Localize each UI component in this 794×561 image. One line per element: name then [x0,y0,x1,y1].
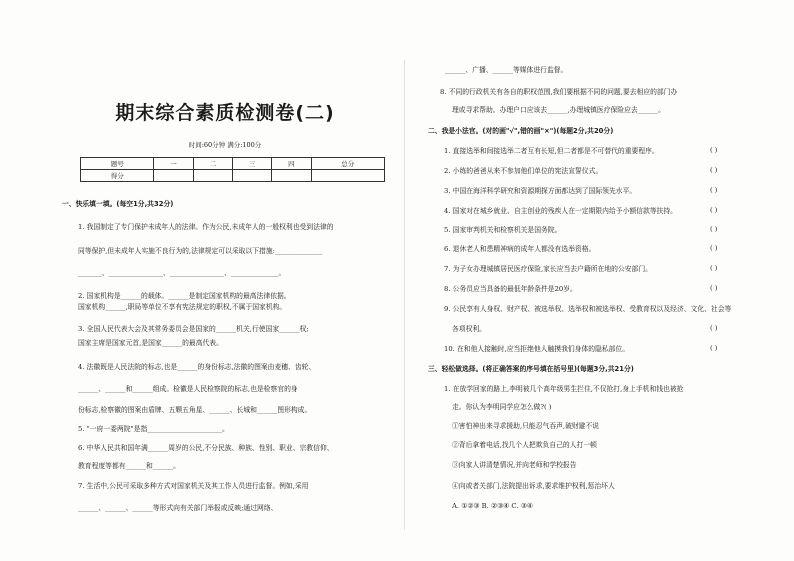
question-line: 8. 不同的行政机关有各自的职权范围,我们要根据不同的问题,要去相应的部门办 [440,88,678,96]
score-table-score-row [81,170,385,182]
answer-paren[interactable]: ( ) [710,186,718,194]
question-line: 9. 公民享有人身权、财产权、被选举权、选举权和被选举权、受教育权以及经济、文化、社会等 [444,305,732,313]
question-line: 3. 中国在海洋科学研究和资源期探方面都达到了国际领先水平。 [444,187,637,195]
question-line: ______、广播、______等媒体进行监督。 [445,66,568,74]
score-table-header-row [81,158,385,170]
question-line: 1. 直接选举和间接选举二者互有长短,但二者都是不可替代的重要程序。 [444,147,659,155]
score-cell[interactable] [272,170,311,182]
question-line: 5. "一府一委两院"是指______________________。 [78,425,229,433]
answer-paren[interactable]: ( ) [710,264,718,272]
question-line: 6. 中华人民共和国年满______周岁的公民,不分民族、种族、性别、职业、宗教信仰、 [78,444,334,452]
answer-paren[interactable]: ( ) [710,324,718,332]
column-divider [404,60,405,530]
question-line: ______、______和______组成。检徽是人民检察院的标志,也是检察官的身 [78,385,298,393]
option-line: ④向或者关部门,法院提出诉求,要求维护权利,惩治坏人 [452,482,615,490]
score-cell: 三 [232,158,271,170]
answer-paren[interactable]: ( ) [710,225,718,233]
exam-meta: 时间:60分钟 满分:100分 [188,141,262,149]
option-line: ③向家人讲清楚情况,并向老师和学校报告 [452,461,577,469]
question-line: 4. 法徽既是人民法院的标志,也是______的身份标志,法徽的图案由麦穗、齿轮、 [78,363,316,371]
score-cell: 四 [272,158,311,170]
question-line: 各项权利。 [452,325,486,333]
question-line: 8. 公务员应当具备的最低年龄条件是20岁。 [444,285,577,293]
question-line: 同等保护,但未成年人实施不良行为的,法律规定可以采取以下措施:______________ [78,247,323,255]
score-cell[interactable] [232,170,271,182]
score-cell: 总分 [311,158,384,170]
score-cell[interactable] [193,170,232,182]
question-line: 教育程度等都有______和______。 [78,462,180,470]
question-line: 5. 国家审判机关和检察机关是国务院。 [444,226,562,234]
score-cell[interactable] [311,170,384,182]
score-cell: 题号 [81,158,154,170]
question-line: 6. 退休老人和患精神病的成年人都没有选举资格。 [444,245,596,253]
section-heading: 三、轻松做选择。(将正确答案的序号填在括号里)(每题3分,共21分) [428,365,634,373]
question-line: 国家机构______,职局等单位不享有宪法规定的职权,不属于国家机构。 [78,303,287,311]
question-line: 走。你认为李明同学应怎么做?( ) [452,403,552,411]
answer-choices: A. ①②③ B. ②③④ C. ③④ [452,502,533,510]
question-line: 1. 在放学回家的路上,李明被几个高年级男生拦住,不仅抢打,身上手机和钱也被抢 [444,385,684,393]
question-line: 3. 全国人民代表大会及其常务委员会是国家的______机关,行使国家______权; [78,325,309,333]
score-cell: 一 [154,158,193,170]
question-line: 10. 在和他人接触时,应当拒绝他人触摸我们身体的隐私部位。 [444,345,630,353]
question-line: 1. 我国制定了专门保护未成年人的法律。作为公民,未成年人的一般权利也受到法律的 [78,223,334,231]
section-heading: 二、我是小法官。(对的画"√",错的画"×")(每题2分,共20分) [428,127,614,135]
score-cell: 二 [193,158,232,170]
section-heading: 一、快乐填一填。(每空1分,共32分) [62,200,174,208]
option-line: ①害怕神出来寻求援助,只能忍气吞声,破财避不说 [452,422,600,430]
question-line: 国家主席是国家元首,是国家______的最高代表。 [78,339,223,347]
question-line: 份标志,检察徽的图案由盾牌、五颗五角星、______、长城和______图形构成。 [78,406,312,414]
question-line: 4. 国家对在城乡就业、自主创业的残疾人在一定期限内给予小额信款等扶持。 [444,207,677,215]
answer-paren[interactable]: ( ) [710,244,718,252]
answer-paren[interactable]: ( ) [710,344,718,352]
question-line: _______、________________、________________、______________。 [78,269,286,277]
answer-paren[interactable]: ( ) [710,284,718,292]
score-cell: 得分 [81,170,154,182]
score-cell[interactable] [154,170,193,182]
question-line: 2. 小练的爸爸从来不参加他们单位的宪法宣誓仪式。 [444,167,603,175]
question-line: 7. 生活中,公民可采取多种方式对国家机关及其工作人员进行监督。例如,采用 [78,482,309,490]
answer-paren[interactable]: ( ) [710,146,718,154]
page-title: 期末综合素质检测卷(二) [115,102,335,124]
question-line: 2. 国家机构是______的载体。______是制定国家机构的最高法律依据。 [78,292,291,300]
question-line: 理或寻求帮助。办理户口应该去______,办理城镇医疗保险应去______。 [452,106,665,114]
question-line: 7. 为子女办理城镇居民医疗保险,家长应当去户籍所在地的公安部门。 [444,265,652,273]
score-table [80,157,385,182]
question-line: ______、______、______等形式向有关部门举报或反映;通过网络、 [78,504,278,512]
answer-paren[interactable]: ( ) [710,206,718,214]
option-line: ②背后拿着电话,找几个人把欺负自己的人打一顿 [452,441,597,449]
answer-paren[interactable]: ( ) [710,166,718,174]
